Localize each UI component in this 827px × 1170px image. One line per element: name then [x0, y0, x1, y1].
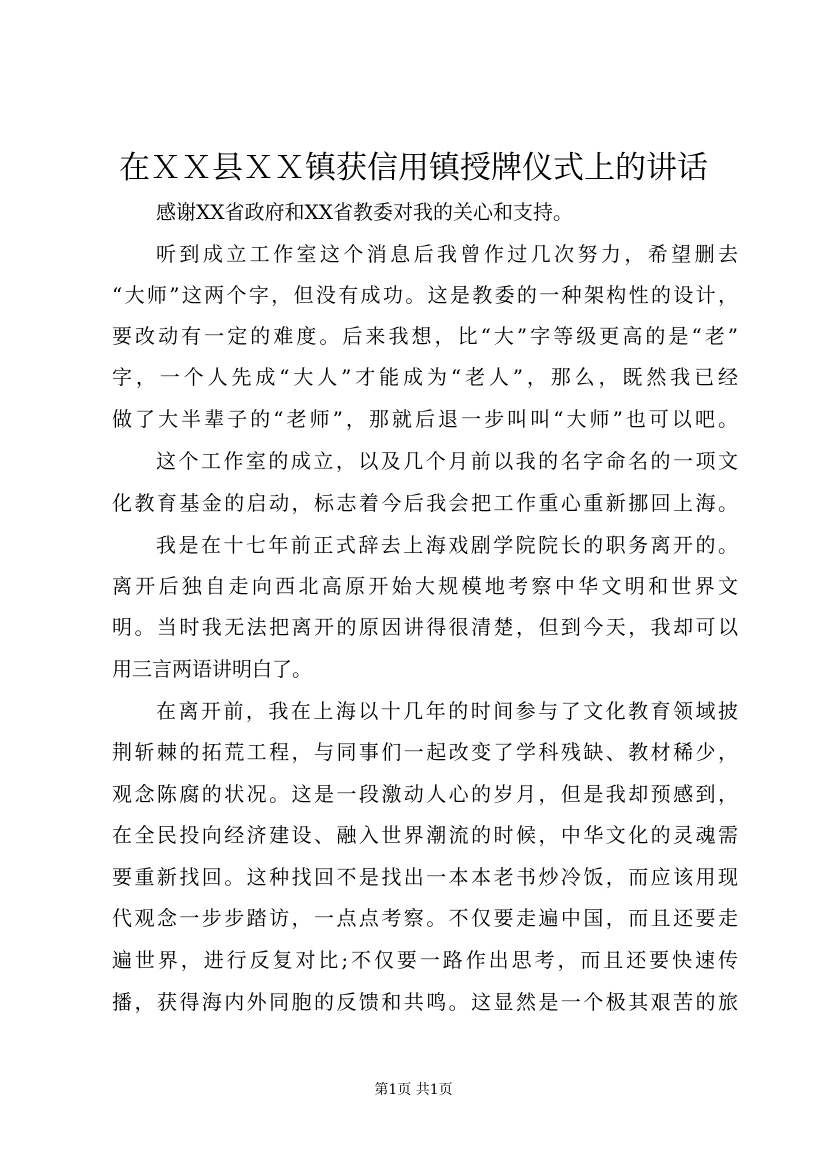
paragraph-line: 字，一个人先成“大人”才能成为“老人”，那么，既然我已经 [112, 365, 738, 389]
paragraph-line: 听到成立工作室这个消息后我曾作过几次努力，希望删去 [156, 242, 738, 266]
paragraph-line: 做了大半辈子的“老师”，那就后退一步叫叫“大师”也可以吧。 [112, 407, 738, 431]
paragraph-line: 观念陈腐的状况。这是一段激动人心的岁月，但是我却预感到， [112, 782, 738, 806]
paragraph-line: 感谢XX省政府和XX省教委对我的关心和支持。 [156, 200, 573, 224]
document-title: 在ＸＸ县ＸＸ镇获信用镇授牌仪式上的讲话 [119, 150, 708, 186]
paragraph-line: 要重新找回。这种找回不是找出一本本老书炒冷饭，而应该用现 [112, 865, 738, 889]
paragraph-line: 这个工作室的成立，以及几个月前以我的名字命名的一项文 [156, 449, 738, 473]
page-footer: 第1页 共1页 [374, 1082, 453, 1098]
paragraph-line: 明。当时我无法把离开的原因讲得很清楚，但到今天，我却可以 [112, 615, 738, 639]
paragraph-line: 要改动有一定的难度。后来我想，比“大”字等级更高的是“老” [112, 324, 738, 348]
paragraph-line: 我是在十七年前正式辞去上海戏剧学院院长的职务离开的。 [156, 533, 738, 557]
paragraph-line: 在全民投向经济建设、融入世界潮流的时候，中华文化的灵魂需 [112, 823, 738, 847]
paragraph-line: 在离开前，我在上海以十几年的时间参与了文化教育领域披 [156, 699, 738, 723]
paragraph-line: 用三言两语讲明白了。 [112, 657, 312, 681]
paragraph-line: 化教育基金的启动，标志着今后我会把工作重心重新挪回上海。 [112, 491, 738, 515]
paragraph-line: 离开后独自走向西北高原开始大规模地考察中华文明和世界文 [112, 574, 738, 598]
paragraph-line: 代观念一步步踏访，一点点考察。不仅要走遍中国，而且还要走 [112, 906, 738, 930]
paragraph-line: 遍世界，进行反复对比;不仅要一路作出思考，而且还要快速传 [112, 948, 738, 972]
paragraph-line: 播，获得海内外同胞的反馈和共鸣。这显然是一个极其艰苦的旅 [112, 990, 738, 1014]
paragraph-line: “大师”这两个字，但没有成功。这是教委的一种架构性的设计， [112, 283, 738, 307]
paragraph-line: 荆斩棘的拓荒工程，与同事们一起改变了学科残缺、教材稀少， [112, 740, 738, 764]
